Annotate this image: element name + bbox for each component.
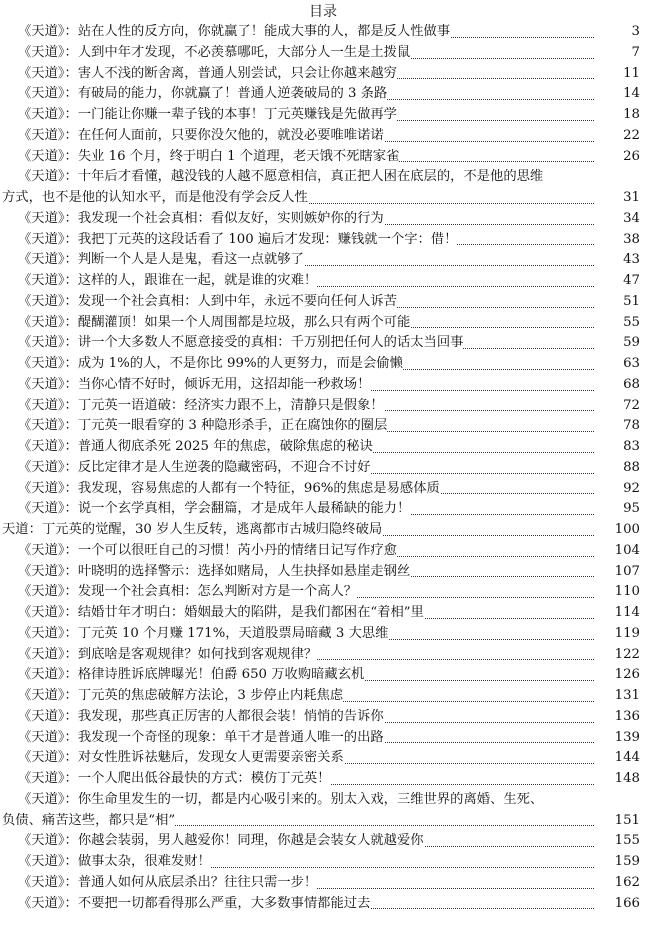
toc-entry-title: 《天道》：丁元英 10 个月赚 171%，天道股票局暗藏 3 大思维 [18, 625, 389, 641]
toc-entry[interactable] [0, 84, 646, 105]
toc-entry-page-number: 63 [596, 354, 640, 375]
toc-entry[interactable] [0, 665, 646, 686]
toc-entry-page-number: 7 [596, 43, 640, 64]
toc-entry[interactable] [0, 209, 646, 230]
toc-entry-title: 《天道》：做事太杂，很难发财！ [18, 854, 211, 869]
toc-entry[interactable] [0, 790, 646, 832]
toc-entry-page-number: 92 [596, 479, 640, 500]
toc-entry[interactable] [0, 686, 646, 707]
toc-entry-page-number: 78 [596, 416, 640, 437]
toc-entry-title: 《天道》：讲一个大多数人不愿意接受的真相：千万别把任何人的话太当回事 [18, 335, 464, 351]
toc-entry[interactable] [0, 64, 646, 85]
toc-entry-page-number: 47 [596, 271, 640, 292]
table-of-contents [0, 22, 646, 914]
toc-entry-page-number: 104 [596, 541, 640, 562]
toc-entry-page-number: 26 [596, 147, 640, 168]
toc-entry-title-line1: 《天道》：十年后才看懂，越没钱的人越不愿意相信，真正把人困在底层的，不是他的思维 [18, 169, 544, 185]
toc-entry-page-number: 126 [596, 665, 640, 686]
toc-entry-page-number: 72 [596, 396, 640, 417]
toc-entry-page-number: 83 [596, 437, 640, 458]
toc-entry[interactable] [0, 416, 646, 437]
toc-entry-page-number: 159 [596, 852, 640, 873]
toc-entry[interactable] [0, 831, 646, 852]
toc-entry-title: 《天道》：不要把一切都看得那么严重，大多数事情都能过去 [18, 895, 371, 911]
toc-entry[interactable] [0, 562, 646, 583]
toc-entry-title: 《天道》：判断一个人是人是鬼，看这一点就够了 [18, 252, 304, 268]
toc-entry[interactable] [0, 894, 646, 915]
toc-entry-title: 《天道》：成为 1%的人，不是你比 99%的人更努力，而是会偷懒 [18, 356, 403, 371]
toc-entry-title: 《天道》：丁元英一语道破：经济实力跟不上，清静只是假象！ [18, 397, 384, 413]
toc-entry-page-number: 51 [596, 292, 640, 313]
toc-entry-page-number: 43 [596, 250, 640, 271]
toc-entry[interactable] [0, 458, 646, 479]
toc-entry-title: 《天道》：发现一个社会真相：怎么判断对方是一个高人？ [18, 584, 358, 600]
toc-entry[interactable] [0, 541, 646, 562]
toc-entry-title: 《天道》：一个人爬出低谷最快的方式：模仿丁元英！ [18, 771, 331, 786]
toc-entry-page-number: 55 [596, 313, 640, 334]
toc-entry-title: 《天道》：发现一个社会真相：人到中年，永远不要向任何人诉苦 [18, 293, 397, 309]
toc-entry-page-number: 100 [596, 520, 640, 541]
toc-entry[interactable] [0, 126, 646, 147]
toc-entry-title: 《天道》：说一个玄学真相，学会翻篇，才是成年人最稀缺的能力！ [18, 501, 411, 517]
toc-entry-page-number: 144 [596, 748, 640, 769]
toc-entry[interactable] [0, 707, 646, 728]
toc-entry-page-number: 14 [596, 84, 640, 105]
toc-entry[interactable] [0, 624, 646, 645]
toc-entry-page-number: 34 [596, 209, 640, 230]
toc-entry[interactable] [0, 271, 646, 292]
toc-entry-title-line1: 《天道》：你生命里发生的一切，都是内心吸引来的。别太入戏，三维世界的离婚、生死、 [18, 791, 544, 807]
toc-entry[interactable] [0, 250, 646, 271]
toc-entry-page-number: 131 [596, 686, 640, 707]
toc-entry[interactable] [0, 873, 646, 894]
toc-entry-page-number: 155 [596, 831, 640, 852]
toc-entry-page-number: 22 [596, 126, 640, 147]
toc-entry[interactable] [0, 375, 646, 396]
toc-entry-title: 《天道》：我发现，容易焦虑的人都有一个特征，96%的焦虑是易感体质 [18, 480, 440, 496]
toc-entry[interactable] [0, 396, 646, 417]
toc-entry[interactable] [0, 852, 646, 873]
toc-entry-title: 《天道》：一门能让你赚一辈子钱的本事！丁元英赚钱是先做再学 [18, 107, 397, 122]
toc-entry-title: 《天道》：失业 16 个月，终于明白 1 个道理，老天饿不死瞎家雀 [18, 148, 400, 164]
toc-entry-title: 《天道》：人到中年才发现，不必羡慕哪吒，大部分人一生是土拨鼠 [18, 44, 411, 60]
toc-entry-title: 《天道》：结婚廿年才明白：婚姻最大的陷阱，是我们都困在“着相”里 [18, 605, 424, 620]
toc-entry-page-number: 151 [596, 811, 640, 832]
toc-entry-page-number: 38 [596, 230, 640, 251]
toc-entry-title: 《天道》：对女性胜诉祛魅后，发现女人更需要亲密关系 [18, 750, 344, 766]
toc-entry-page-number: 136 [596, 707, 640, 728]
toc-entry-title: 《天道》：我把丁元英的这段话看了 100 遍后才发现：赚钱就一个字：借！ [18, 231, 458, 247]
toc-entry-title: 《天道》：有破局的能力，你就赢了！普通人逆袭破局的 3 条路 [18, 86, 388, 102]
toc-entry-title: 《天道》：站在人性的反方向，你就赢了！能成大事的人，都是反人性做事 [18, 24, 451, 39]
toc-entry[interactable] [0, 105, 646, 126]
toc-entry-page-number: 107 [596, 562, 640, 583]
toc-entry[interactable] [0, 769, 646, 790]
toc-entry-title: 《天道》：到底啥是客观规律？如何找到客观规律？ [18, 646, 318, 662]
toc-entry[interactable] [0, 230, 646, 251]
toc-entry-page-number: 18 [596, 105, 640, 126]
toc-entry-title: 《天道》：反比定律才是人生逆袭的隐藏密码，不迎合不讨好 [18, 459, 371, 475]
toc-entry[interactable] [0, 292, 646, 313]
toc-entry-title: 《天道》：我发现一个奇怪的现象：单干才是普通人唯一的出路 [18, 729, 384, 745]
toc-entry-page-number: 59 [596, 333, 640, 354]
toc-entry-page-number: 139 [596, 728, 640, 749]
toc-entry-title: 《天道》：叶晓明的选择警示：选择如赌局，人生抉择如悬崖走钢丝 [18, 563, 411, 579]
toc-entry-title: 《天道》：你越会装弱，男人越爱你！同理，你越是会装女人就越爱你 [18, 833, 424, 849]
toc-entry-title: 《天道》：格律诗胜诉底牌曝光！伯爵 650 万收购暗藏玄机 [18, 667, 365, 683]
toc-entry-title-line2: 负债、痛苦这些，都只是“相” [2, 812, 176, 828]
toc-entry[interactable] [0, 437, 646, 458]
toc-entry-page-number: 148 [596, 769, 640, 790]
toc-entry-title-line2: 方式，也不是他的认知水平，而是他没有学会反人性 [2, 190, 308, 205]
toc-entry[interactable] [0, 728, 646, 749]
toc-entry-page-number: 122 [596, 645, 640, 666]
toc-entry-page-number: 11 [596, 64, 640, 85]
toc-entry-title: 《天道》：普通人如何从底层杀出？往往只需一步！ [18, 874, 318, 890]
toc-entry-title: 《天道》：丁元英一眼看穿的 3 种隐形杀手，正在腐蚀你的圈层 [18, 418, 388, 434]
toc-entry[interactable] [0, 313, 646, 334]
toc-entry[interactable] [0, 43, 646, 64]
toc-entry[interactable] [0, 354, 646, 375]
toc-entry[interactable] [0, 645, 646, 666]
toc-entry[interactable] [0, 479, 646, 500]
toc-entry-page-number: 88 [596, 458, 640, 479]
toc-entry-page-number: 110 [596, 582, 640, 603]
toc-title: 目录 [309, 4, 337, 20]
toc-entry-title: 《天道》：我发现，那些真正厉害的人都很会装！悄悄的告诉你 [18, 708, 384, 724]
toc-entry-page-number: 3 [596, 22, 640, 43]
toc-entry-title: 《天道》：丁元英的焦虑破解方法论，3 步停止内耗焦虑 [18, 688, 344, 703]
toc-entry[interactable] [0, 167, 646, 209]
toc-entry-title: 《天道》：这样的人，跟谁在一起，就是谁的灾难！ [18, 273, 318, 288]
toc-entry-page-number: 95 [596, 499, 640, 520]
toc-entry[interactable] [0, 147, 646, 168]
toc-entry-page-number: 31 [596, 188, 640, 209]
toc-entry[interactable] [0, 520, 646, 541]
toc-entry-page-number: 162 [596, 873, 640, 894]
toc-entry-page-number: 114 [596, 603, 640, 624]
toc-entry-title: 《天道》：我发现一个社会真相：看似友好，实则嫉妒你的行为 [18, 210, 384, 226]
toc-entry-title: 《天道》：一个可以很旺自己的习惯！芮小丹的情绪日记写作疗愈 [18, 542, 397, 558]
toc-entry-title: 《天道》：普通人彻底杀死 2025 年的焦虑，破除焦虑的秘诀 [18, 439, 373, 454]
toc-entry-title: 《天道》：当你心情不好时，倾诉无用，这招却能一秒救场！ [18, 376, 371, 392]
toc-entry[interactable] [0, 333, 646, 354]
toc-entry-page-number: 119 [596, 624, 640, 645]
toc-entry-page-number: 166 [596, 894, 640, 915]
toc-entry[interactable] [0, 582, 646, 603]
toc-entry-title: 《天道》：害人不浅的断舍离，普通人别尝试，只会让你越来越穷 [18, 65, 397, 81]
toc-entry-page-number: 68 [596, 375, 640, 396]
toc-entry-title: 《天道》：在任何人面前，只要你没欠他的，就没必要唯唯诺诺 [18, 127, 384, 143]
toc-entry[interactable] [0, 499, 646, 520]
toc-entry[interactable] [0, 603, 646, 624]
toc-entry-title: 天道：丁元英的觉醒，30 岁人生反转，逃离都市古城归隐终破局 [2, 522, 383, 537]
toc-entry[interactable] [0, 748, 646, 769]
toc-entry-title: 《天道》：醍醐灌顶！如果一个人周围都是垃圾，那么只有两个可能 [18, 314, 411, 330]
toc-entry[interactable] [0, 22, 646, 43]
